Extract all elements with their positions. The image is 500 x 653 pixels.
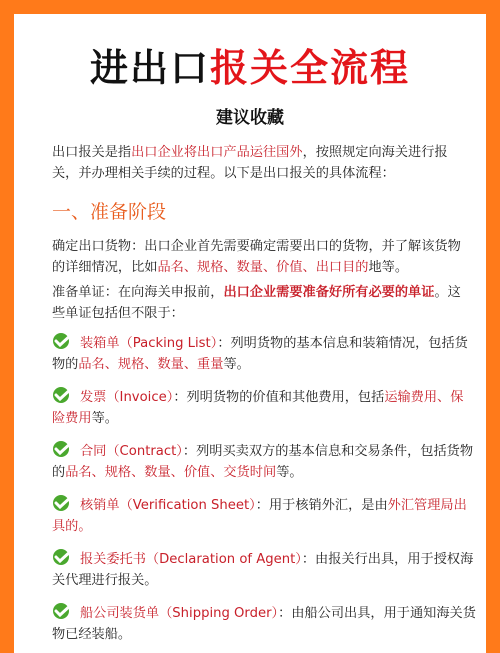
p1-highlight: 品名、规格、数量、价值、出口目的	[157, 260, 369, 275]
item-text-a: ：用于核销外汇，是由	[255, 498, 388, 513]
item-label: 船公司装货单（Shipping Order）	[80, 606, 279, 621]
list-item-packing-list	[52, 332, 476, 375]
paragraph-confirm-goods	[52, 236, 472, 278]
title-black-part: 进出口	[89, 46, 210, 90]
item-text-c: 等。	[223, 357, 250, 372]
list-item-invoice	[52, 386, 476, 429]
check-icon	[52, 602, 76, 620]
intro-text-a: 出口报关是指	[52, 145, 132, 160]
item-label: 合同（Contract）	[80, 444, 183, 459]
p2-highlight: 出口企业需要准备好所有必要的单证	[223, 285, 435, 300]
intro-highlight: 出口企业将出口产品运往国外	[131, 145, 303, 160]
item-text-a: ：列明货物的价值和其他费用，包括	[173, 390, 385, 405]
p2-text-c: 。这些单证包括但不限于：	[52, 285, 461, 321]
list-item-contract	[52, 440, 476, 483]
item-text-a: ：列明货物的基本信息和装箱情况，包括货物的	[52, 336, 468, 372]
check-icon	[52, 440, 76, 458]
p2-text-a: 准备单证：在向海关申报前，	[52, 285, 224, 300]
section-heading-prepare: 一、准备阶段	[52, 201, 167, 223]
item-highlight: 运输费用、保险费用	[52, 390, 464, 426]
item-label: 核销单（Verification Sheet）	[80, 498, 256, 513]
item-text-a: ：由报关行出具，用于授权海关代理进行报关。	[52, 552, 474, 588]
check-icon	[52, 332, 76, 350]
subtitle: 建议收藏	[216, 108, 284, 128]
check-icon	[52, 494, 76, 512]
item-highlight: 外汇管理局出具的。	[52, 498, 467, 534]
list-item-verification-sheet	[52, 494, 476, 537]
page-title	[14, 46, 486, 90]
intro-paragraph	[52, 142, 472, 184]
item-label: 装箱单（Packing List）	[80, 336, 218, 351]
p1-text-a: 确定出口货物：出口企业首先需要确定需要出口的货物，并了解该货物的详细情况，比如	[52, 239, 461, 275]
item-label: 发票（Invoice）	[80, 390, 174, 405]
item-text-c: 等。	[276, 465, 303, 480]
intro-text-c: ，按照规定向海关进行报关，并办理相关手续的过程。以下是出口报关的具体流程：	[52, 145, 448, 181]
list-item-declaration-of-agent	[52, 548, 476, 591]
item-text-c: 等。	[91, 411, 118, 426]
item-highlight: 品名、规格、数量、价值、交货时间	[65, 465, 277, 480]
item-highlight: 品名、规格、数量、重量	[78, 357, 224, 372]
item-text-a: ：由船公司出具，用于通知海关货物已经装船。	[52, 606, 476, 642]
item-text-a: ：列明买卖双方的基本信息和交易条件，包括货物的	[52, 444, 474, 480]
document-card	[14, 14, 486, 653]
list-item-shipping-order	[52, 602, 476, 645]
title-red-part: 报关全流程	[210, 46, 411, 90]
check-icon	[52, 386, 76, 404]
item-label: 报关委托书（Declaration of Agent）	[80, 552, 302, 567]
p1-text-c: 地等。	[368, 260, 409, 275]
check-icon	[52, 548, 76, 566]
paragraph-prepare-docs	[52, 282, 472, 324]
